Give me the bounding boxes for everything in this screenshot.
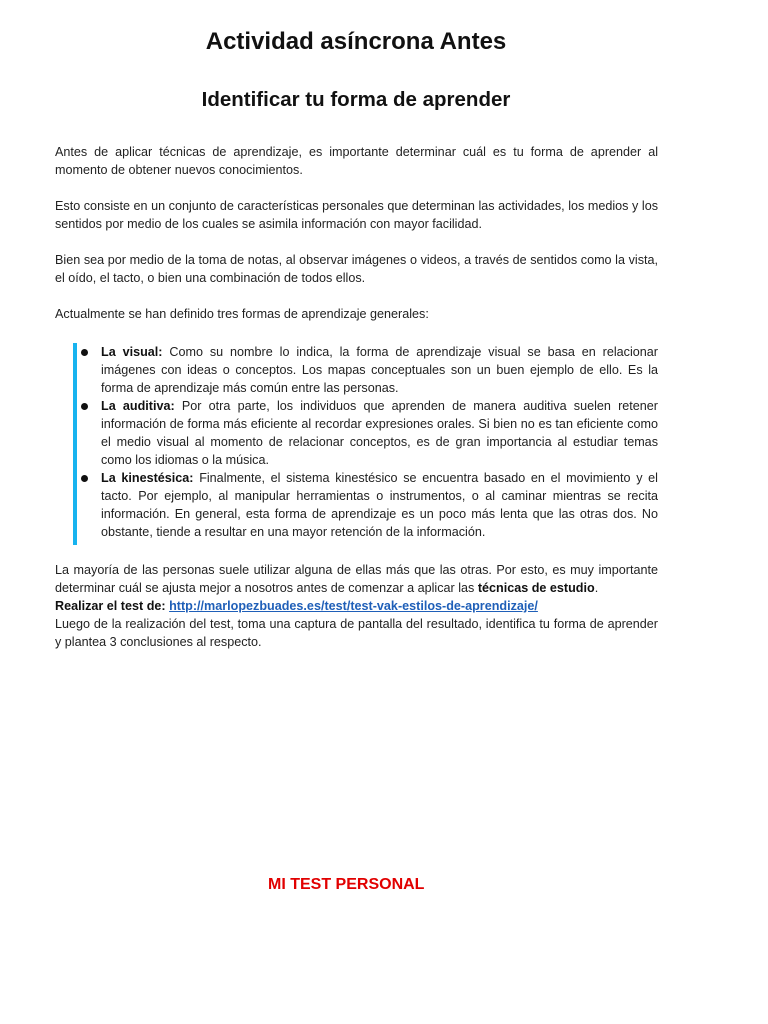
test-link[interactable]: http://marlopezbuades.es/test/test-vak-estilos-de-aprendizaje/ xyxy=(169,599,538,613)
paragraph-instructions: Luego de la realización del test, toma una captura de pantalla del resultado, identifica tu forma de aprender y plantea 3 conclusiones al respecto. xyxy=(55,617,658,649)
bullet-icon xyxy=(81,403,88,410)
learning-styles-list xyxy=(73,343,658,541)
list-item-kinestesica xyxy=(101,469,658,541)
list-term: La visual: xyxy=(101,345,163,359)
paragraph-closing xyxy=(55,561,658,597)
list-term: La kinestésica: xyxy=(101,471,194,485)
mi-test-heading: MI TEST PERSONAL xyxy=(268,876,425,893)
test-line xyxy=(55,597,658,615)
list-text: Como su nombre lo indica, la forma de aprendizaje visual se basa en relacionar imágenes con ideas o conceptos. Los mapas conceptuales son un buen ejemplo de ello. Es la forma de aprendizaje más común entre las personas. xyxy=(101,345,658,395)
paragraph-forms-intro xyxy=(55,305,658,323)
page-title: Actividad asíncrona Antes xyxy=(205,28,507,55)
accent-bar xyxy=(73,343,77,545)
paragraph-intro: Antes de aplicar técnicas de aprendizaje, es importante determinar cuál es tu forma de aprender al momento de obtener nuevos conocimientos. xyxy=(55,145,658,177)
page-subtitle: Identificar tu forma de aprender xyxy=(201,88,511,111)
closing-bold: técnicas de estudio xyxy=(477,581,595,595)
list-item-auditiva xyxy=(101,397,658,469)
list-term: La auditiva: xyxy=(101,399,175,413)
closing-end: . xyxy=(594,581,599,595)
closing-text: La mayoría de las personas suele utilizar alguna de ellas más que las otras. Por esto, es muy importante determinar cuál se ajusta mejor a nosotros antes de comenzar a aplicar las xyxy=(55,563,658,595)
forms-intro-text: Actualmente se han definido tres formas de aprendizaje generales: xyxy=(55,307,429,321)
list-item-visual xyxy=(101,343,658,397)
list-text: Finalmente, el sistema kinestésico se encuentra basado en el movimiento y el tacto. Por ejemplo, al manipular herramientas o instrumentos, o al caminar mientras se recita información. En general, esta forma de aprendizaje es un poco más lenta que las otras dos. No obstante, tiende a resultar en una mayor retención de la información. xyxy=(101,471,658,539)
paragraph-methods: Bien sea por medio de la toma de notas, al observar imágenes o videos, a través de sentidos como la vista, el oído, el tacto, o bien una combinación de todos ellos. xyxy=(55,253,658,285)
paragraph-definition: Esto consiste en un conjunto de características personales que determinan las actividades, los medios y los sentidos por medio de los cuales se asimila información con mayor facilidad. xyxy=(55,199,658,231)
document-body xyxy=(55,143,658,651)
test-label: Realizar el test de: xyxy=(55,599,170,613)
bullet-icon xyxy=(81,475,88,482)
bullet-icon xyxy=(81,349,88,356)
list-text: Por otra parte, los individuos que aprenden de manera auditiva suelen retener información de forma más eficiente al recordar expresiones orales. Si bien no es tan eficiente como el medio visual al momento de relacionar conceptos, es de gran importancia al estudiar temas como los idiomas o la música. xyxy=(101,399,658,467)
